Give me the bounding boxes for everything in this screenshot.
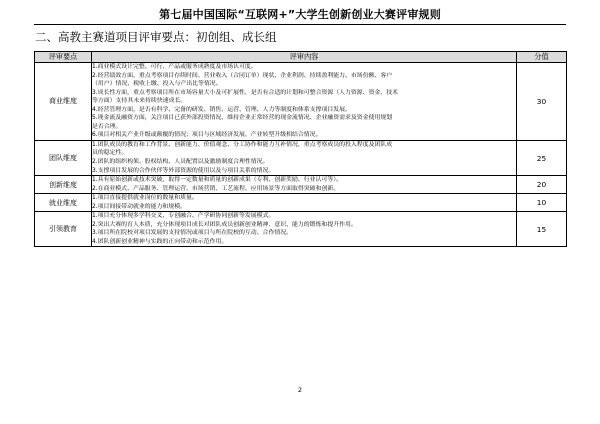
- content-cell: [92, 176, 517, 194]
- criterion-line: 5.现金流及融资方面，关注项目已获外部投资情况、维持企业正常经营的现金流情况、企业融资需求及资金使用规划: [92, 115, 393, 122]
- section-heading: 二、高教主赛道项目评审要点：初创组、成长组: [35, 30, 277, 44]
- document-title: 第七届中国国际“互联网+”大学生创新创业大赛评审规则: [159, 8, 441, 21]
- criterion-line: 4.经营管理方面，是否有科学、完备的研发、销售、运营、管理、人力等制度和体系支撑项目发展。: [92, 106, 351, 113]
- table-row-team: [35, 140, 567, 175]
- title-divider: [34, 24, 566, 25]
- criterion-line: 1.商业模式设计完整、可行，产品或服务成熟度及市场认可度。: [92, 64, 257, 70]
- criterion-line: 4.团队创新创业精神与实践的正向带动和示范作用。: [92, 238, 228, 245]
- criterion-line: 3.成长性方面，重点考察项目所在市场容量大小及可扩展性，是否有合适的计划和可整合资源（人力资源、资金、技术: [92, 89, 399, 96]
- category-cell: 就业维度: [35, 194, 92, 212]
- table-row-employment: [35, 194, 567, 212]
- criterion-line: 2.在商业模式、产品服务、管理运营、市场营销、工艺流程、应用场景等方面取得突破和创新。: [92, 185, 340, 192]
- criterion-line: 1.团队成员的教育和工作背景、创新能力、价值观念、分工协作和能力互补情况，重点考察成员的投入程度及团队成: [92, 141, 393, 148]
- table-row-business: [35, 63, 567, 141]
- criterion-line: 2.经营绩效方面，重点考察项目存续时间、营业收入（合同订单）现状、企业利润、持续盈利能力、市场份额、客户: [92, 72, 393, 79]
- table-header-row: [35, 52, 567, 63]
- criterion-line: 是否合理。: [92, 123, 122, 130]
- criterion-line: 2.团队的组织构架、股权结构、人员配置以及激励制度合理性情况。: [92, 159, 269, 166]
- criterion-line: 等方面）支持其未来持续快速成长。: [92, 98, 187, 105]
- criterion-line: 2.突出大赛的育人本质，充分体现项目成长对团队成员创新创业精神、意识、能力的锻炼和提升作用。: [92, 221, 357, 228]
- category-cell: 商业维度: [35, 63, 92, 141]
- category-cell: 创新维度: [35, 176, 92, 194]
- content-cell: [92, 140, 517, 175]
- rubric-table: [34, 51, 567, 247]
- content-cell: [92, 212, 517, 247]
- header-category: 评审要点: [35, 52, 92, 63]
- criterion-line: 1.具有原始创新或技术突破，取得一定数量和质量的创新成果（专利、创新奖励、行业认可等）。: [92, 177, 343, 184]
- score-cell: 15: [517, 212, 567, 247]
- score-cell: 25: [517, 140, 567, 175]
- criterion-line: 6.项目对相关产业升级或颠覆的情况；项目与区域经济发展、产业转型升级相结合情况。: [92, 132, 322, 139]
- content-cell: [92, 194, 517, 212]
- score-cell: 10: [517, 194, 567, 212]
- criterion-line: （用户）情况、税收上缴、投入与产出比等情况。: [92, 81, 222, 88]
- score-cell: 20: [517, 176, 567, 194]
- content-cell: [92, 63, 517, 141]
- score-cell: 30: [517, 63, 567, 141]
- criterion-line: 员的稳定性。: [92, 150, 128, 157]
- criterion-line: 1.项目直接提供就业岗位的数量和质量。: [92, 195, 198, 202]
- criterion-line: 2.项目间接带动就业的能力和规模。: [92, 203, 186, 210]
- page-number: 2: [297, 386, 303, 394]
- category-cell: 引领教育: [35, 212, 92, 247]
- criterion-line: 3.项目所在院校对项目发展的支持情况或项目与所在院校的互动、合作情况。: [92, 230, 293, 237]
- criterion-line: 3.支撑项目发展的合作伙伴等外部资源的使用以及与项目关系的情况。: [92, 167, 275, 174]
- criterion-line: 1.项目充分体现多学科交叉、专创融合、产学研协同创新等发展模式。: [92, 213, 275, 220]
- header-content: 评审内容: [92, 52, 517, 63]
- table-row-education: [35, 212, 567, 247]
- category-cell: 团队维度: [35, 140, 92, 175]
- table-row-innovation: [35, 176, 567, 194]
- header-score: 分值: [517, 52, 567, 63]
